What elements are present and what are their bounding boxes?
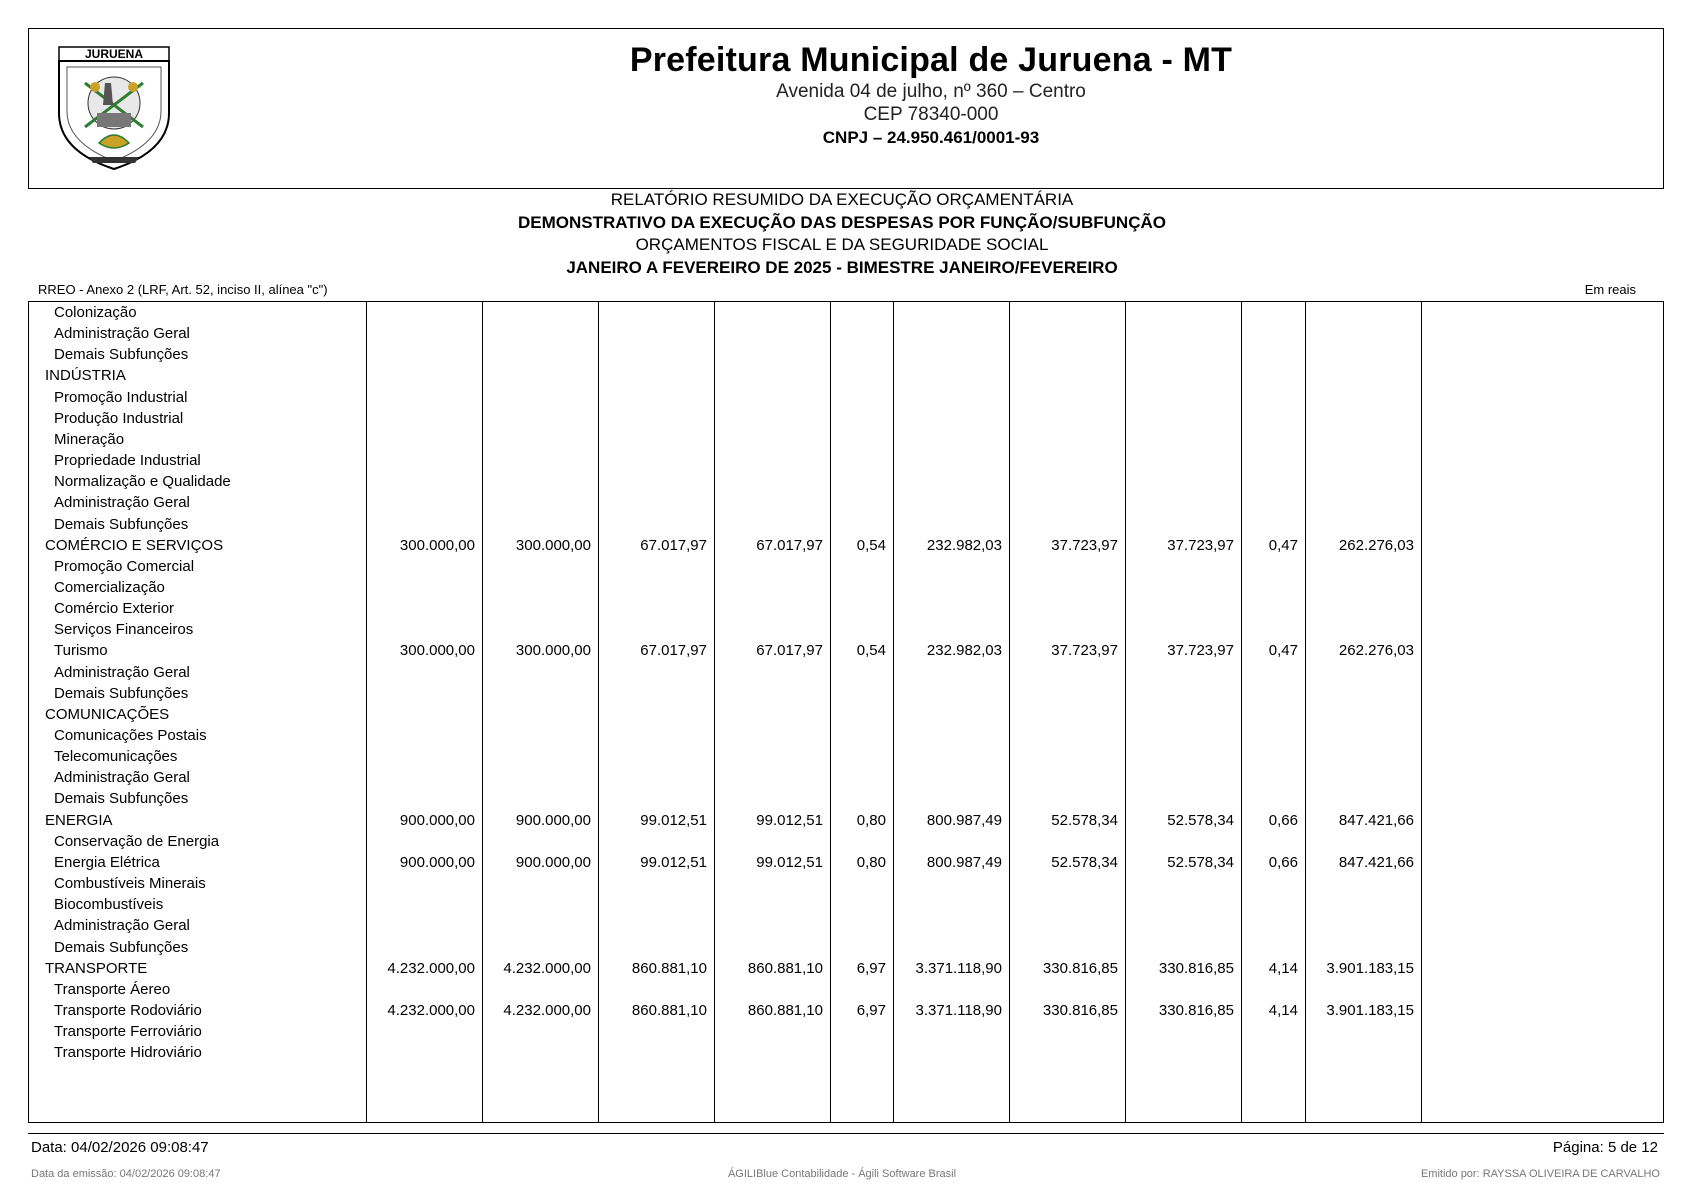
crest-text: JURUENA [84,47,144,61]
report-titles [0,189,1684,279]
table-row [29,767,1664,790]
subfunction-label: Transporte Áereo [54,980,171,998]
subfunction-label: Comércio Exterior [54,600,175,618]
organization-info [29,41,1663,149]
table-row [29,937,1664,960]
value-cell: 900.000,00 [515,811,591,829]
footer-divider [28,1133,1664,1134]
table-row [29,429,1664,452]
value-cell: 330.816,85 [1042,959,1118,977]
report-title-3: ORÇAMENTOS FISCAL E DA SEGURIDADE SOCIAL [635,235,1049,254]
subfunction-label: Administração Geral [54,769,190,787]
value-cell: 3.371.118,90 [915,959,1002,977]
subfunction-label: Telecomunicações [54,748,178,766]
table-row [29,598,1664,621]
value-cell: 847.421,66 [1338,853,1414,871]
expense-table [28,301,1664,1123]
value-cell: 3.901.183,15 [1326,959,1414,977]
subfunction-label: Demais Subfunções [54,684,189,702]
table-row [29,1021,1664,1044]
value-cell: 67.017,97 [640,536,707,554]
table-row [29,387,1664,410]
subfunction-label: Comunicações Postais [54,727,207,744]
value-cell: 0,80 [856,811,886,829]
report-title-1: RELATÓRIO RESUMIDO DA EXECUÇÃO ORÇAMENTÁRIA [610,190,1074,209]
table-row [29,619,1664,642]
value-cell: 52.578,34 [1167,853,1234,871]
value-cell: 0,66 [1268,853,1298,871]
value-cell: 800.987,49 [926,811,1002,829]
value-cell: 300.000,00 [399,642,475,660]
table-row [29,344,1664,367]
subfunction-label: Promoção Industrial [54,388,188,406]
page-number: Página: 5 de 12 [1552,1139,1658,1156]
organization-cep: CEP 78340-000 [863,104,999,125]
table-row [29,450,1664,473]
subfunction-label: Produção Industrial [54,409,184,427]
value-cell: 860.881,10 [631,1001,707,1019]
value-cell: 860.881,10 [631,959,707,977]
value-cell: 0,80 [856,853,886,871]
value-cell: 6,97 [856,1001,886,1019]
value-cell: 52.578,34 [1167,811,1234,829]
function-label: INDÚSTRIA [45,367,126,385]
report-header [28,28,1664,189]
table-row [29,831,1664,854]
organization-name: Prefeitura Municipal de Juruena - MT [629,41,1233,79]
value-cell: 847.421,66 [1338,811,1414,829]
table-row [29,958,1664,981]
table-row [29,1000,1664,1023]
table-row [29,577,1664,600]
subfunction-label: Transporte Rodoviário [54,1001,202,1019]
value-cell: 52.578,34 [1051,811,1118,829]
subfunction-label: Demais Subfunções [54,790,189,808]
subfunction-label: Normalização e Qualidade [54,473,231,491]
value-cell: 3.371.118,90 [915,1001,1002,1019]
value-cell: 4.232.000,00 [387,959,475,977]
value-cell: 67.017,97 [640,642,707,660]
value-cell: 300.000,00 [399,536,475,554]
table-row [29,810,1664,833]
unit-label: Em reais [1584,282,1636,297]
subfunction-label: Propriedade Industrial [54,452,201,470]
table-row [29,683,1664,706]
function-label: COMÉRCIO E SERVIÇOS [45,536,224,554]
subfunction-label: Combustíveis Minerais [54,875,206,893]
value-cell: 0,66 [1268,811,1298,829]
value-cell: 330.816,85 [1158,1001,1234,1019]
table-row [29,979,1664,1002]
value-cell: 37.723,97 [1167,536,1234,554]
footer-date: Data: 04/02/2026 09:08:47 [31,1139,209,1156]
value-cell: 0,54 [856,536,886,554]
annex-reference: RREO - Anexo 2 (LRF, Art. 52, inciso II, alínea "c") [38,282,328,297]
table-row [29,746,1664,769]
table-row [29,302,1664,325]
value-cell: 99.012,51 [756,811,823,829]
subfunction-label: Conservação de Energia [54,832,220,850]
value-cell: 4,14 [1268,1001,1298,1019]
value-cell: 0,47 [1268,642,1298,660]
value-cell: 3.901.183,15 [1326,1001,1414,1019]
subfunction-label: Colonização [54,304,137,321]
value-cell: 900.000,00 [399,853,475,871]
subfunction-label: Administração Geral [54,663,190,681]
table-row [29,1042,1664,1065]
value-cell: 900.000,00 [399,811,475,829]
value-cell: 67.017,97 [756,536,823,554]
value-cell: 0,54 [856,642,886,660]
subfunction-label: Serviços Financeiros [54,621,194,639]
subfunction-label: Energia Elétrica [54,853,160,871]
organization-address: Avenida 04 de julho, nº 360 – Centro [776,81,1086,102]
subfunction-label: Biocombustíveis [54,896,164,914]
value-cell: 860.881,10 [747,959,823,977]
table-row [29,704,1664,727]
table-row [29,514,1664,537]
table-row [29,640,1664,663]
table-row [29,662,1664,685]
function-label: ENERGIA [45,811,113,829]
subfunction-label: Turismo [54,642,108,660]
value-cell: 6,97 [856,959,886,977]
subfunction-label: Administração Geral [54,325,190,343]
value-cell: 262.276,03 [1338,642,1414,660]
value-cell: 0,47 [1268,536,1298,554]
value-cell: 37.723,97 [1167,642,1234,660]
table-row [29,365,1664,388]
subfunction-label: Mineração [54,430,125,448]
table-row [29,852,1664,875]
value-cell: 4.232.000,00 [503,1001,591,1019]
value-cell: 67.017,97 [756,642,823,660]
table-row [29,492,1664,515]
value-cell: 4.232.000,00 [387,1001,475,1019]
value-cell: 860.881,10 [747,1001,823,1019]
subfunction-label: Transporte Hidroviário [54,1044,202,1062]
table-row [29,788,1664,811]
value-cell: 330.816,85 [1158,959,1234,977]
value-cell: 99.012,51 [640,811,707,829]
table-row [29,915,1664,938]
software-credit: ÁGILIBlue Contabilidade - Ágili Software Brasil [727,1168,957,1180]
value-cell: 300.000,00 [515,642,591,660]
value-cell: 4.232.000,00 [503,959,591,977]
table-row [29,725,1664,748]
table-row [29,894,1664,917]
function-label: COMUNICAÇÕES [45,705,170,723]
value-cell: 300.000,00 [515,536,591,554]
report-period: JANEIRO A FEVEREIRO DE 2025 - BIMESTRE JANEIRO/FEVEREIRO [566,257,1118,277]
subfunction-label: Demais Subfunções [54,346,189,364]
report-title-2: DEMONSTRATIVO DA EXECUÇÃO DAS DESPESAS POR FUNÇÃO/SUBFUNÇÃO [518,212,1166,232]
table-row [29,873,1664,896]
value-cell: 99.012,51 [756,853,823,871]
organization-cnpj: CNPJ – 24.950.461/0001-93 [822,128,1040,147]
emitted-by: Emitido por: RAYSSA OLIVEIRA DE CARVALHO [1420,1168,1660,1180]
value-cell: 330.816,85 [1042,1001,1118,1019]
value-cell: 800.987,49 [926,853,1002,871]
table-row [29,535,1664,558]
subfunction-label: Promoção Comercial [54,557,195,575]
table-row [29,323,1664,346]
subfunction-label: Administração Geral [54,494,190,512]
value-cell: 99.012,51 [640,853,707,871]
value-cell: 232.982,03 [926,642,1002,660]
subfunction-label: Administração Geral [54,917,190,935]
table-row [29,471,1664,494]
value-cell: 900.000,00 [515,853,591,871]
subfunction-label: Demais Subfunções [54,938,189,956]
table-row [29,408,1664,431]
subfunction-label: Transporte Ferroviário [54,1023,202,1041]
emission-date: Data da emissão: 04/02/2026 09:08:47 [31,1168,221,1180]
subfunction-label: Demais Subfunções [54,515,189,533]
function-label: TRANSPORTE [45,959,148,977]
value-cell: 37.723,97 [1051,642,1118,660]
subfunction-label: Comercialização [54,578,165,596]
table-row [29,556,1664,579]
value-cell: 37.723,97 [1051,536,1118,554]
value-cell: 52.578,34 [1051,853,1118,871]
value-cell: 262.276,03 [1338,536,1414,554]
value-cell: 232.982,03 [926,536,1002,554]
value-cell: 4,14 [1268,959,1298,977]
